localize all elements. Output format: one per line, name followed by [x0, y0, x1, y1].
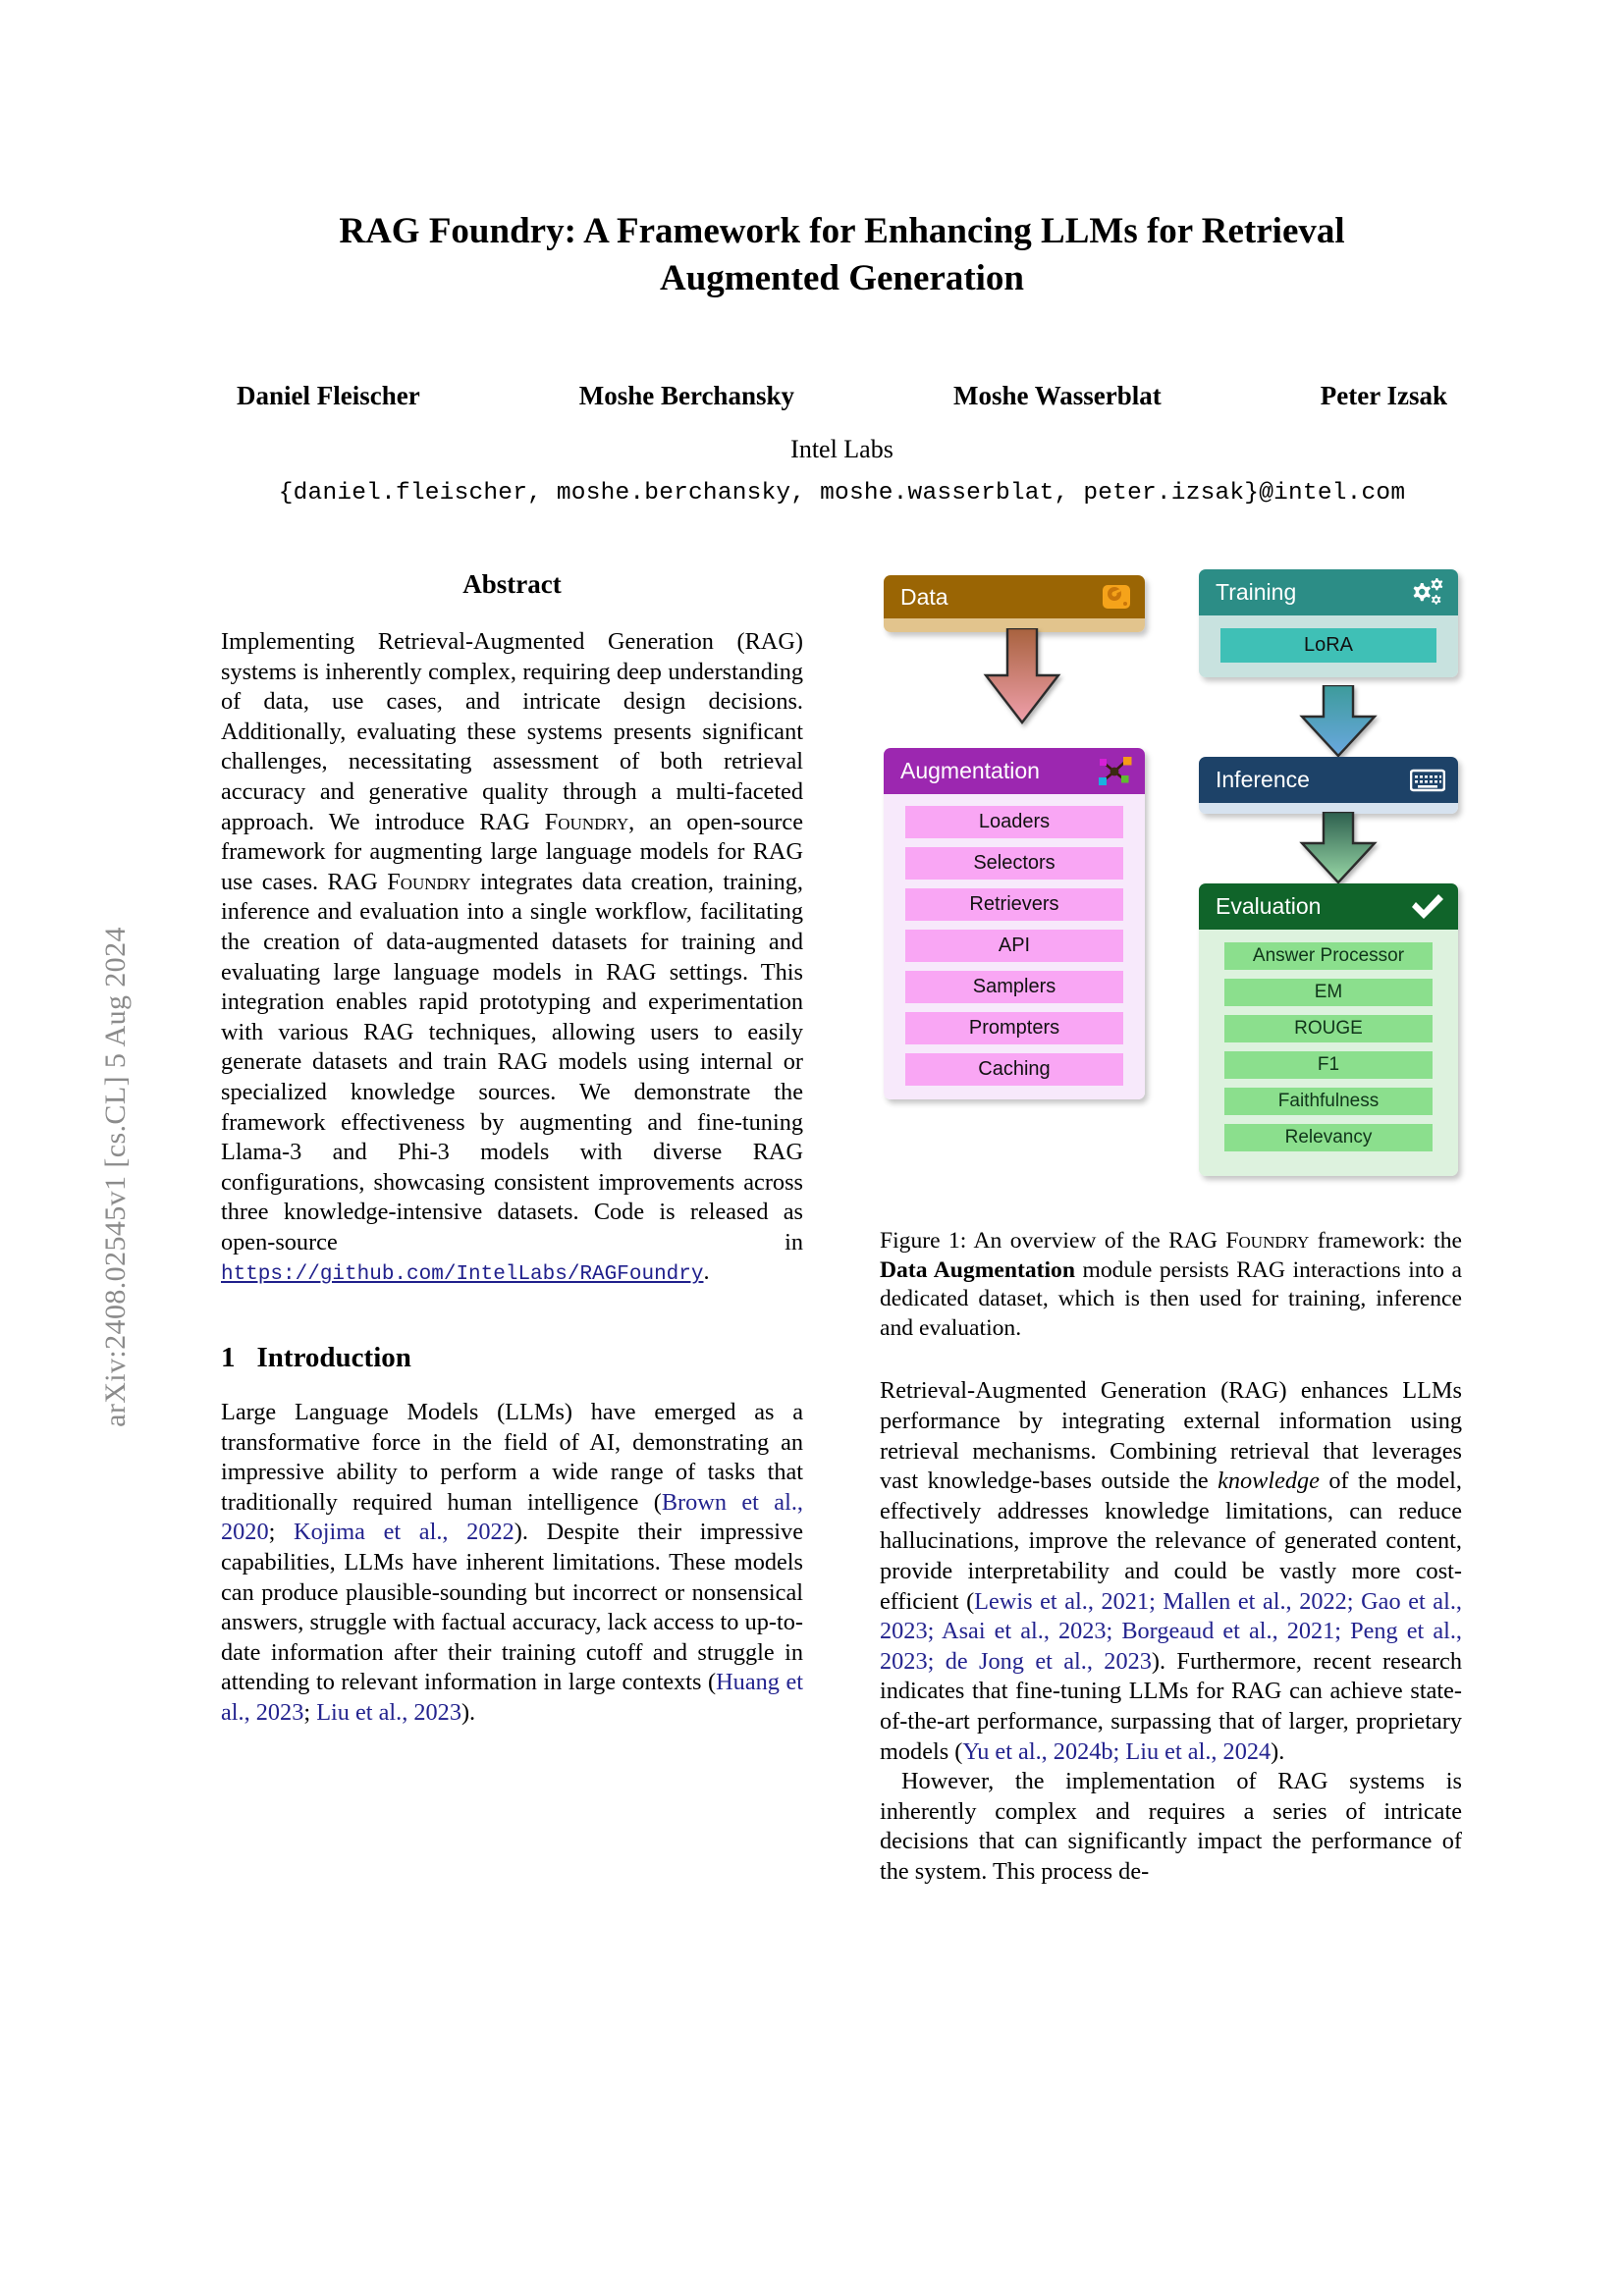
node-data-label: Data — [900, 583, 948, 610]
node-training-label: Training — [1216, 579, 1297, 605]
author-3: Moshe Wasserblat — [953, 381, 1162, 410]
hard-drive-icon — [1101, 582, 1132, 612]
chip-em[interactable]: EM — [1224, 979, 1433, 1006]
citation-group-2[interactable]: Yu et al., 2024b; Liu et al., 2024 — [962, 1737, 1272, 1765]
left-column — [221, 569, 803, 1887]
node-training-header — [1199, 569, 1458, 615]
node-data[interactable] — [884, 575, 1145, 632]
caption-text-1: Figure 1: An overview of the RAG — [880, 1228, 1226, 1254]
intro-text-1: Large Language Models (LLMs) have emerged as a transformative force in the field of AI, demonstrating an impressive ability to perform a wide range of tasks that traditionally required human intelligence ( — [221, 1399, 803, 1516]
node-inference[interactable] — [1199, 757, 1458, 814]
paper-page — [221, 0, 1463, 2296]
checkmark-icon — [1410, 893, 1445, 921]
intro-sep-1: ; — [268, 1519, 295, 1546]
molecule-graph-icon — [1097, 757, 1132, 786]
right-text-1: Retrieval-Augmented Generation (RAG) enhances LLMs performance by integrating external information using retrieval mechanisms. Combining retrieval that leverages vast knowledge-bases outside the — [880, 1377, 1462, 1495]
arxiv-stamp: arXiv:2408.02545v1 [cs.CL] 5 Aug 2024 — [99, 927, 132, 1427]
node-augmentation-header — [884, 748, 1145, 794]
ragfoundry-smallcaps-1: Foundry — [544, 808, 629, 835]
author-1: Daniel Fleischer — [237, 381, 420, 410]
chip-caching[interactable]: Caching — [905, 1053, 1123, 1086]
gears-icon — [1408, 577, 1445, 609]
arrow-inference-to-evaluation — [1298, 812, 1379, 891]
caption-text-2: framework: the — [1309, 1228, 1462, 1254]
two-column-body — [221, 569, 1463, 1887]
right-paragraph-2: However, the implementation of RAG systems is inherently complex and requires a series of intricate decisions that can significantly impact the performance of the system. This process de- — [880, 1768, 1462, 1885]
abstract-text-2: , an open-source framework for augmenting large language models for RAG use cases. RAG — [221, 808, 803, 895]
chip-api[interactable]: API — [905, 930, 1123, 962]
node-evaluation-label: Evaluation — [1216, 893, 1322, 919]
intro-text-2: ). Despite their impressive capabilities, LLMs have inherent limitations. These models can produce plausible-sounding but incorrect or nonsensical answers, struggle with factual accuracy, lack access to up-to-date information after their training cutoff and struggle in attending to relevant information in large contexts ( — [221, 1519, 803, 1696]
caption-bold-term: Data Augmentation — [880, 1256, 1075, 1283]
intro-sep-2: ; — [303, 1699, 317, 1726]
node-augmentation[interactable] — [884, 748, 1145, 1099]
abstract-paragraph — [221, 627, 803, 1291]
arrow-training-to-inference — [1298, 685, 1379, 765]
chip-f1[interactable]: F1 — [1224, 1051, 1433, 1079]
right-column — [880, 569, 1462, 1887]
node-inference-label: Inference — [1216, 767, 1310, 792]
figure-1-caption — [880, 1227, 1462, 1343]
chip-relevancy[interactable]: Relevancy — [1224, 1124, 1433, 1151]
chip-retrievers[interactable]: Retrievers — [905, 888, 1123, 921]
author-emails: {daniel.fleischer, moshe.berchansky, moshe.wasserblat, peter.izsak}@intel.com — [278, 480, 1406, 507]
abstract-heading: Abstract — [462, 569, 562, 599]
node-augmentation-body — [884, 794, 1145, 1099]
keyboard-icon — [1410, 768, 1445, 793]
abstract-text-1: Implementing Retrieval-Augmented Generation (RAG) systems is inherently complex, requiring deep understanding of data, use cases, and intricate design decisions. Additionally, evaluating these systems presents significant challenges, necessitating assessment of both retrieval accuracy and generative quality through a multi-faceted approach. We introduce RAG — [221, 628, 803, 835]
figure-1-diagram — [880, 569, 1462, 1205]
chip-selectors[interactable]: Selectors — [905, 847, 1123, 880]
citation-kojima-2022[interactable]: Kojima et al., 2022 — [294, 1519, 514, 1546]
chip-answer-processor[interactable]: Answer Processor — [1224, 942, 1433, 970]
node-evaluation-body — [1199, 930, 1458, 1176]
affiliation: Intel Labs — [790, 435, 893, 463]
citation-group-1[interactable]: Lewis et al., 2021; Mallen et al., 2022; Gao et al., 2023; Asai et al., 2023; Borgeaud et al., 2021; Peng et al., 2023; de Jong et al., 2023 — [880, 1587, 1462, 1675]
section-title: Introduction — [256, 1342, 411, 1374]
right-text-3: ). Furthermore, recent research indicates that fine-tuning LLMs for RAG can achieve state-of-the-art performance, surpassing that of larger, proprietary models ( — [880, 1647, 1462, 1765]
author-4: Peter Izsak — [1320, 381, 1447, 410]
citation-brown-2020[interactable]: Brown et al., 2020 — [221, 1488, 803, 1546]
citation-liu-2023[interactable]: Liu et al., 2023 — [316, 1699, 461, 1726]
node-evaluation-header — [1199, 883, 1458, 930]
chip-lora[interactable]: LoRA — [1220, 628, 1436, 663]
node-inference-header — [1199, 757, 1458, 803]
right-paragraph-1 — [880, 1376, 1462, 1767]
caption-smallcaps: Foundry — [1225, 1228, 1310, 1254]
figure-1 — [880, 569, 1462, 1343]
author-2: Moshe Berchansky — [578, 381, 794, 410]
chip-prompters[interactable]: Prompters — [905, 1012, 1123, 1044]
abstract-text-4: . — [703, 1258, 710, 1286]
node-training[interactable] — [1199, 569, 1458, 677]
section-number: 1 — [221, 1342, 236, 1374]
caption-text-3: module persists RAG interactions into a dedicated dataset, which is then used for training, inference and evaluation. — [880, 1256, 1462, 1341]
citation-huang-2023[interactable]: Huang et al., 2023 — [221, 1669, 803, 1726]
ragfoundry-smallcaps-2: Foundry — [387, 868, 471, 895]
chip-faithfulness[interactable]: Faithfulness — [1224, 1088, 1433, 1115]
intro-text-3: ). — [460, 1699, 476, 1726]
page-title: RAG Foundry: A Framework for Enhancing LLMs for Retrieval Augmented Generation — [339, 211, 1345, 298]
abstract-text-3: integrates data creation, training, inference and evaluation into a single workflow, facilitating the creation of data-augmented datasets for training and evaluating large language models in RAG settings. This integration enables rapid prototyping and experimentation with various RAG techniques, allowing users to easily generate datasets and train RAG models using internal or specialized knowledge sources. We demonstrate the framework effectiveness by augmenting and fine-tuning Llama-3 and Phi-3 models with diverse RAG configurations, showcasing consistent improvements across three knowledge-intensive datasets. Code is released as open-source in — [221, 868, 803, 1255]
arrow-data-to-augmentation — [982, 628, 1062, 731]
node-augmentation-label: Augmentation — [900, 758, 1040, 783]
node-training-body — [1199, 615, 1458, 677]
right-text-4: ). — [1271, 1737, 1285, 1765]
chip-rouge[interactable]: ROUGE — [1224, 1015, 1433, 1042]
chip-samplers[interactable]: Samplers — [905, 971, 1123, 1003]
right-text-2: of the model, effectively addresses knowledge limitations, can reduce hallucinations, improve the relevance of generated content, provide interpretability and could be vastly more cost-efficient ( — [880, 1468, 1462, 1615]
node-evaluation[interactable] — [1199, 883, 1458, 1176]
chip-loaders[interactable]: Loaders — [905, 806, 1123, 838]
node-data-header — [884, 575, 1145, 618]
section-heading-introduction — [221, 1342, 803, 1374]
intro-paragraph-1 — [221, 1398, 803, 1729]
author-list — [221, 381, 1463, 411]
github-url-link[interactable]: https://github.com/IntelLabs/RAGFoundry — [221, 1263, 704, 1287]
knowledge-italic: knowledge — [1218, 1468, 1320, 1495]
